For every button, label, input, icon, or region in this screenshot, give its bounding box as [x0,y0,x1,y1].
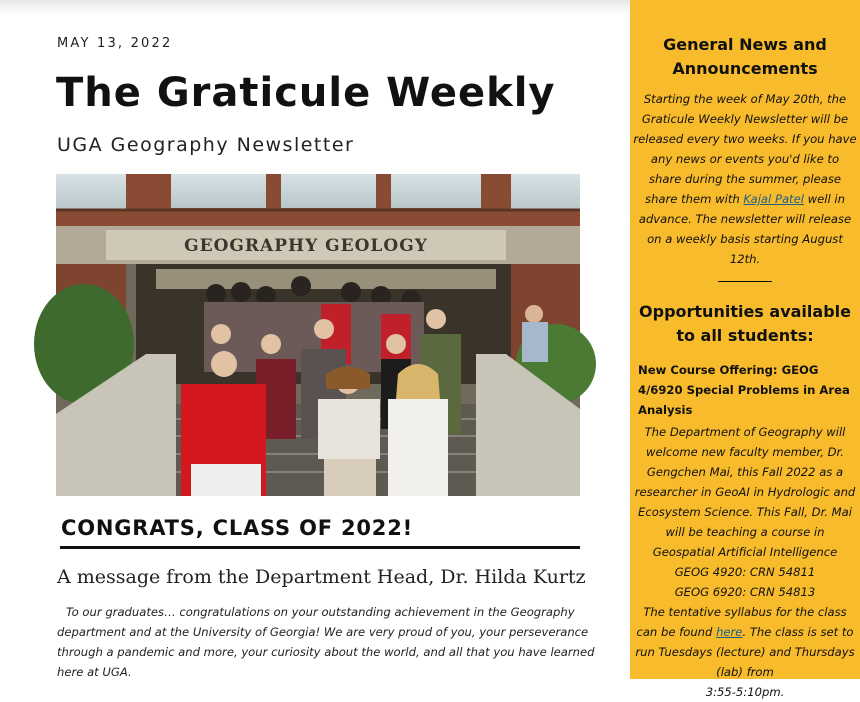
class-time: 3:55-5:10pm. [705,685,785,699]
message-body-text: To our graduates… congratulations on your outstanding achievement in the Geography department and at the University of Georgia! We are very proud of you, your perseverance through a pandemic and more, your curiosity about the world, and all that you have learned here at UGA. [57,605,595,679]
kajal-patel-link[interactable]: Kajal Patel [743,192,804,206]
heading-divider [60,546,580,549]
syllabus-text-2: . The class is set to run Tuesdays (lecture) and Thursdays (lab) from [635,625,855,679]
building-sign: GEOGRAPHY GEOLOGY [184,236,428,256]
news-text-2: well in advance. The newsletter will release on a weekly basis starting August 12th. [638,192,852,266]
syllabus-link[interactable]: here [716,625,743,639]
message-body [57,602,612,682]
sidebar [630,0,860,699]
message-heading: A message from the Department Head, Dr. Hilda Kurtz [57,566,586,588]
news-heading: General News and Announcements [663,35,827,78]
course-title: New Course Offering: GEOG 4/6920 Special Problems in Area Analysis [638,363,850,417]
syllabus-text-1: The tentative syllabus for the class can be found [636,605,847,639]
newsletter-title: The Graticule Weekly [56,70,556,116]
crn-6920: GEOG 6920: CRN 54813 [674,585,816,599]
news-paragraph [630,89,860,269]
graduates-photo [56,174,580,496]
opportunities-heading: Opportunities available to all students: [639,302,851,345]
news-text-1: Starting the week of May 20th, the Graticule Weekly Newsletter will be released every two weeks. If you have any news or events you'd like to share during the summer, please share them with [633,92,857,206]
issue-date: MAY 13, 2022 [57,36,173,51]
crn-4920: GEOG 4920: CRN 54811 [674,565,816,579]
course-description: The Department of Geography will welcome new faculty member, Dr. Gengchen Mai, this Fall 2022 as a researcher in GeoAI in Hydrologic and Ecosystem Science. This Fall, Dr. Mai will be teaching a course in Geospatial Artificial Intelligence [634,425,856,559]
newsletter-subtitle: UGA Geography Newsletter [57,134,355,156]
syllabus-paragraph [630,602,860,682]
congrats-heading: CONGRATS, CLASS OF 2022! [61,516,414,540]
sidebar-divider [718,281,772,282]
